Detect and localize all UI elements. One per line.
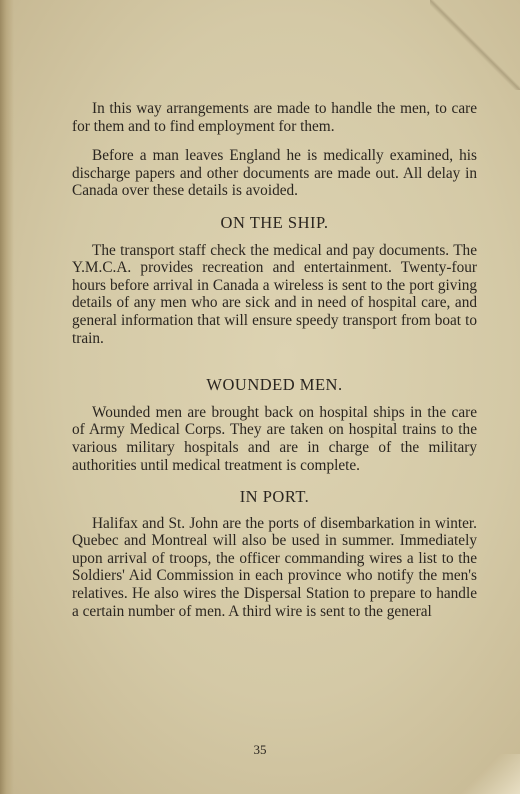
heading-on-the-ship: ON THE SHIP.	[220, 212, 329, 232]
paragraph-transport-staff: The transport staff check the medical and pay documents. The Y.M.C.A. provides recreation and entertainment. Twenty-four hours before arrival in Canada a wireless is sent to the port giving details of any men who are sick and in need of hospital care, and general information that will ensure speedy transport from boat to train.	[72, 241, 477, 347]
page-text	[72, 100, 477, 620]
paragraph-wounded-men: Wounded men are brought back on hospital ships in the care of Army Medical Corps. They are taken on hospital trains to the various military hospitals and are in charge of the military authorities until medical treatment is complete.	[72, 403, 477, 474]
paragraph-arrangements: In this way arrangements are made to handle the men, to care for them and to find employment for them.	[72, 100, 477, 135]
paragraph-ports: Halifax and St. John are the ports of disembarkation in winter. Quebec and Montreal will also be used in summer. Immediately upon arrival of troops, the officer commanding wires a list to the Soldiers' Aid Commission in each province who notify the men's relatives. He also wires the Dispersal Station to prepare to handle a certain number of men. A third wire is sent to the general	[72, 514, 477, 620]
heading-in-port: IN PORT.	[239, 487, 310, 507]
page-number: 35	[253, 742, 267, 757]
paragraph-before-leaving: Before a man leaves England he is medically examined, his discharge papers and other documents are made out. All delay in Canada over these details is avoided.	[72, 147, 477, 200]
page-crease	[430, 0, 520, 90]
heading-wounded-men: WOUNDED MEN.	[206, 375, 343, 395]
corner-wear	[460, 754, 520, 794]
binding-edge	[0, 0, 14, 794]
